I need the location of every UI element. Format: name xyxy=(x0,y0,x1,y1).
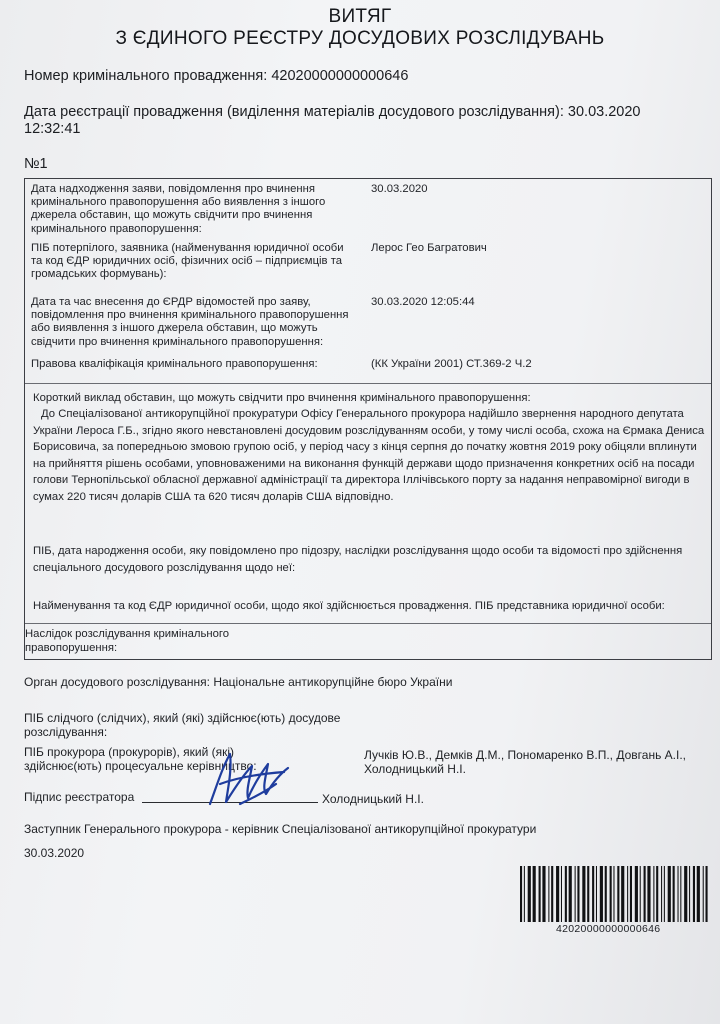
barcode-bar xyxy=(592,866,594,922)
barcode-bar xyxy=(689,866,690,922)
barcode-bar xyxy=(569,866,572,922)
handwritten-signature xyxy=(196,744,296,810)
section-number: №1 xyxy=(24,156,48,172)
registry-table xyxy=(24,178,712,660)
barcode-bar xyxy=(587,866,589,922)
legal-entity-heading: Найменування та код ЄДР юридичної особи, щодо якої здійснюється провадження. ПІБ представника юридичної особи: xyxy=(33,600,665,612)
prosecutors-value: Лучків Ю.В., Демків Д.М., Пономаренко В.П., Довгань А.І., Холодницький Н.І. xyxy=(364,748,686,776)
barcode-bar xyxy=(575,866,576,922)
barcode-bar xyxy=(542,866,545,922)
position-line: Заступник Генерального прокурора - керівник Спеціалізованої антикорупційної прокуратури xyxy=(24,822,537,836)
barcode-bar xyxy=(661,866,662,922)
barcode-bar xyxy=(617,866,619,922)
barcode-bar xyxy=(640,866,641,922)
table-divider xyxy=(25,623,711,624)
barcode-bar xyxy=(678,866,679,922)
barcode-bar xyxy=(647,866,650,922)
barcode-bar xyxy=(653,866,654,922)
barcode-bar xyxy=(673,866,675,922)
summary-heading: Короткий виклад обставин, що можуть свідчити про вчинення кримінального правопорушення: xyxy=(33,392,531,404)
barcode-bar xyxy=(668,866,671,922)
barcode-bar xyxy=(596,866,597,922)
barcode-bar xyxy=(656,866,658,922)
row-label-legal-qualification: Правова кваліфікація кримінального правопорушення: xyxy=(31,358,318,370)
barcode-bar xyxy=(680,866,681,922)
proceeding-number: Номер кримінального провадження: 42020000000000646 xyxy=(24,68,409,84)
barcode-bar xyxy=(533,866,536,922)
barcode-bar xyxy=(706,866,708,922)
barcode-bar xyxy=(577,866,579,922)
barcode-number: 42020000000000646 xyxy=(556,923,661,935)
row-value-entry-datetime: 30.03.2020 12:05:44 xyxy=(371,296,475,308)
investigation-agency: Орган досудового розслідування: Національне антикорупційне бюро України xyxy=(24,675,453,689)
barcode-bar xyxy=(561,866,562,922)
barcode-bar xyxy=(551,866,553,922)
row-label-applicant: ПІБ потерпілого, заявника (найменування юридичної особи та код ЄДР юридичних осіб, фізичних осіб – підприємців та громадських формувань): xyxy=(31,242,344,281)
barcode-bar xyxy=(635,866,638,922)
barcode-bar xyxy=(703,866,704,922)
registration-date: Дата реєстрації провадження (виділення матеріалів досудового розслідування): 30.03.2020 12:32:41 xyxy=(24,104,641,137)
prosecutor-label: ПІБ прокурора (прокурорів), який (які) здійснює(ють) процесуальне керівництво: xyxy=(24,745,257,773)
barcode-bar xyxy=(600,866,603,922)
registrar-name: Холодницький Н.І. xyxy=(322,792,424,806)
barcode-bar xyxy=(644,866,646,922)
investigator-label: ПІБ слідчого (слідчих), який (які) здійснює(ють) досудове розслідування: xyxy=(24,711,341,739)
barcode-bar xyxy=(539,866,541,922)
document-subtitle: З ЄДИНОГО РЕЄСТРУ ДОСУДОВИХ РОЗСЛІДУВАНЬ xyxy=(115,28,605,49)
barcode-bar xyxy=(621,866,624,922)
barcode-bar xyxy=(548,866,549,922)
document-title: ВИТЯГ xyxy=(328,6,392,27)
barcode-bar xyxy=(684,866,687,922)
barcode-bar xyxy=(524,866,525,922)
barcode-bar xyxy=(610,866,612,922)
row-value-applicant: Лерос Гео Багратович xyxy=(371,242,487,254)
barcode-bar xyxy=(664,866,665,922)
row-value-application-date: 30.03.2020 xyxy=(371,183,428,195)
barcode-bar xyxy=(556,866,559,922)
barcode-bar xyxy=(693,866,695,922)
suspect-heading: ПІБ, дата народження особи, яку повідомлено про підозру, наслідки розслідування щодо особи та відомості про здійснення спеціального досудового розслідування щодо неї: xyxy=(33,545,683,574)
document-date: 30.03.2020 xyxy=(24,846,85,860)
result-heading: Наслідок розслідування кримінального правопорушення: xyxy=(25,628,230,654)
barcode-bar xyxy=(630,866,632,922)
barcode-bar xyxy=(613,866,614,922)
row-label-entry-datetime: Дата та час внесення до ЄРДР відомостей про заяву, повідомлення про вчинення кримінального правопорушення або виявлення з іншого джерела обставин, що можуть свідчити про вчинення кримінального правопорушення: xyxy=(31,296,349,348)
barcode-bar xyxy=(627,866,628,922)
barcode-bar xyxy=(528,866,531,922)
row-value-legal-qualification: (КК України 2001) СТ.369-2 Ч.2 xyxy=(371,358,532,370)
barcode-bar xyxy=(697,866,700,922)
summary-text: До Спеціалізованої антикорупційної прокуратури Офісу Генерального прокурора надійшло звернення народного депутата України Лероса Г.Б., згідно якого невстановлені досудовим розслідуванням особи, у тому числі особа, схожа на Єрмака Дениса Борисовича, за попередньою змовою групою осіб, у період часу з кінця серпня до початку жовтня 2019 року обіцяли вплинути на прийняття рішень особами, уповноваженими на виконання функцій держави щодо призначення конкретних осіб на посади голови Тернопільської обласної державної адміністрації та директора Іллічівського порту за надання неправомірної вигоди в сумах 220 тисяч доларів США та 620 тисяч доларів США відповідно. xyxy=(33,408,705,503)
barcode-bar xyxy=(605,866,607,922)
table-divider xyxy=(25,383,711,384)
barcode-bar xyxy=(520,866,522,922)
row-label-application-date: Дата надходження заяви, повідомлення про вчинення кримінального правопорушення або виявлення з іншого джерела обставин, що можуть свідчити про вчинення кримінального правопорушення: xyxy=(31,183,326,235)
registrar-signature-label: Підпис реєстратора xyxy=(24,790,135,804)
barcode-bar xyxy=(582,866,585,922)
barcode-bar xyxy=(565,866,567,922)
barcode xyxy=(520,866,710,922)
